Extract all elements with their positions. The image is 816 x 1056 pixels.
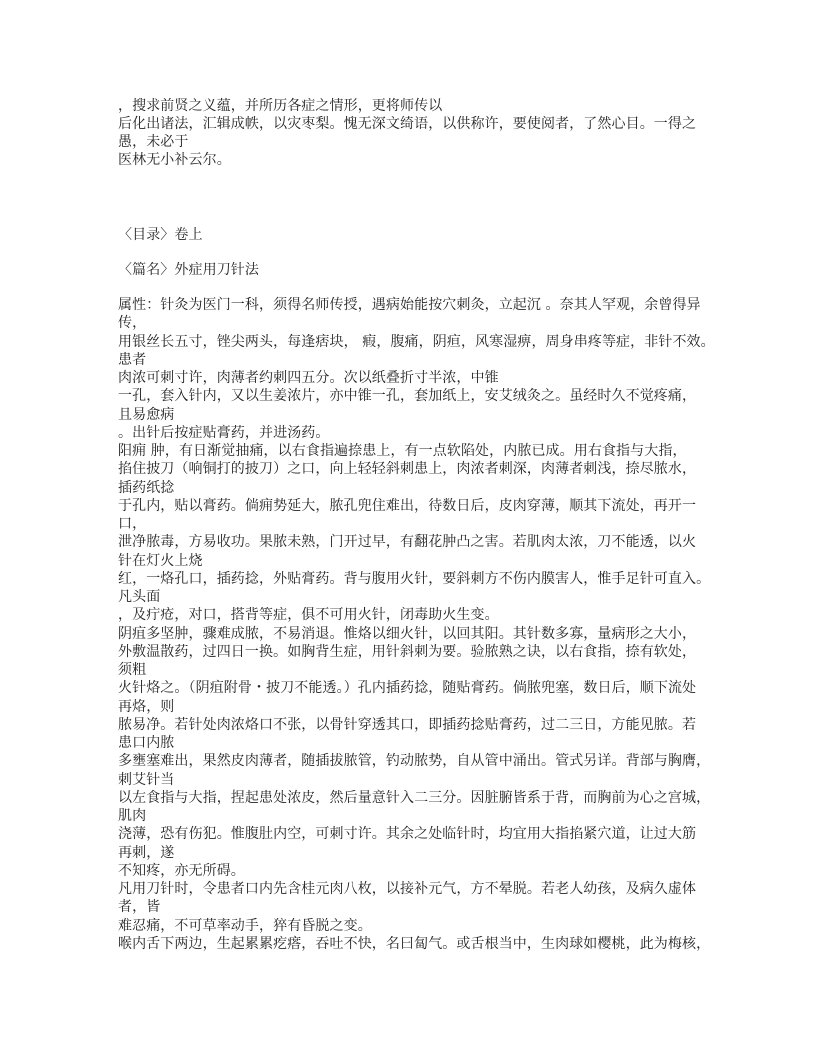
text-line: 医林无小补云尔。 <box>118 152 231 168</box>
text-line: 肉浓可刺寸许，肉薄者约刺四五分。次以纸叠折寸半浓，中锥 <box>118 370 499 386</box>
text-line: 。出针后按症贴膏药，并进汤药。 <box>118 424 330 441</box>
text-line: 且易愈病 <box>118 406 175 423</box>
text-line: 愚，未必于 <box>118 134 189 150</box>
text-line: 以左食指与大指，捏起患处浓皮，然后量意针入二三分。因脏腑皆系于背，而胸前为心之宫城， <box>118 789 711 806</box>
text-line: 属性：针灸为医门一科，须得名师传授，遇病始能按穴刺灸，立起沉 。奈其人罕观，余曾得异 <box>118 297 701 313</box>
text-line: 火针烙之。（阴疽附骨・披刀不能透。）孔内插药捻，随贴膏药。倘脓兜塞，数日后，顺下流处 <box>118 680 697 697</box>
text-line: 插药纸捻 <box>118 479 175 496</box>
text-line: 肌肉 <box>118 808 147 824</box>
text-line: 凡头面 <box>118 589 161 605</box>
text-line: 难忍痛，不可草率动手，猝有昏脱之变。 <box>118 917 372 934</box>
text-line: ，及疔疮，对口，搭背等症，俱不可用火针，闭毒助火生变。 <box>118 607 499 624</box>
chapter-heading: 〈篇名〉外症用刀针法 <box>118 262 259 278</box>
text-line: 用银丝长五寸，锉尖两头，每逢痞块， 瘕，腹痛，阴疸，风寒湿痹，周身串疼等症，非针不效。 <box>118 333 715 350</box>
text-line: 多壅塞难出，果然皮肉薄者，随插拔脓管，钓动脓势，自从管中涌出。管式另详。背部与胸膺， <box>118 753 711 770</box>
text-line: 浇薄，恐有伤犯。惟腹肚内空，可刺寸许。其余之处临针时，均宜用大指掐紧穴道，让过大筋 <box>118 826 697 843</box>
text-line: 患者 <box>118 351 147 368</box>
text-line: 一孔，套入针内，又以生姜浓片，亦中锥一孔，套加纸上，安艾绒灸之。虽经时久不觉疼痛， <box>118 388 697 405</box>
text-line: 于孔内，贴以膏药。倘痈势延大，脓孔兜住难出，待数日后，皮肉穿薄，顺其下流处，再开一 <box>118 497 697 514</box>
text-line: 红，一烙孔口，插药捻，外贴膏药。背与腹用火针，要斜刺方不伤内膜害人，惟手足针可直入。 <box>118 570 711 587</box>
text-line: 阴疽多坚肿，骤难成脓，不易消退。惟烙以细火针，以回其阳。其针数多寡，量病形之大小， <box>118 625 697 642</box>
text-line: 外敷温散药，过四日一换。如胸背生症，用针斜刺为要。验脓熟之诀，以右食指，捺有软处， <box>118 643 697 660</box>
text-line: 再烙，则 <box>118 698 175 715</box>
text-line: 后化出诸法，汇辑成帙，以灾枣梨。愧无深文绮语，以供称许，要使阅者，了然心目。一得之 <box>118 116 697 132</box>
text-line: 泄净脓毒，方易收功。果脓未熟，门开过早，有翻花肿凸之害。若肌肉太浓，刀不能透，以火 <box>118 534 697 551</box>
text-line: 再刺，遂 <box>118 844 175 861</box>
text-line: 传， <box>118 315 147 332</box>
text-line: 脓易净。若针处肉浓烙口不张，以骨针穿透其口，即插药捻贴膏药，过二三日，方能见脓。若 <box>118 716 697 733</box>
text-line: 须粗 <box>118 662 147 678</box>
text-line: ，搜求前贤之义蕴，并所历各症之情形，更将师传以 <box>118 98 443 114</box>
text-line: 者，皆 <box>118 899 161 916</box>
text-line: 阳痈 肿，有日渐觉抽痛，以右食指遍捺患上，有一点软陷处，内脓已成。用右食指与大指， <box>118 443 687 459</box>
text-line: 凡用刀针时，令患者口内先含桂元肉八枚，以接补元气，方不晕脱。若老人幼孩，及病久虚体 <box>118 881 697 897</box>
text-line: 口， <box>118 516 147 532</box>
body-text <box>0 296 715 953</box>
toc-heading: 〈目录〉卷上 <box>118 227 203 243</box>
text-line: 患口内脓 <box>118 735 175 751</box>
text-line: 喉内舌下两边，生起累累疙瘩，吞吐不快，名曰匐气。或舌根当中，生肉球如樱桃，此为梅核， <box>118 935 711 952</box>
text-line: 刺艾针当 <box>118 771 175 788</box>
text-line: 不知疼，亦无所碍。 <box>118 862 245 879</box>
text-line: 针在灯火上烧 <box>118 552 203 569</box>
text-line: 掐住披刀（响铜打的披刀）之口，向上轻轻斜刺患上，肉浓者刺深，肉薄者刺浅，捺尽脓水， <box>118 461 697 478</box>
